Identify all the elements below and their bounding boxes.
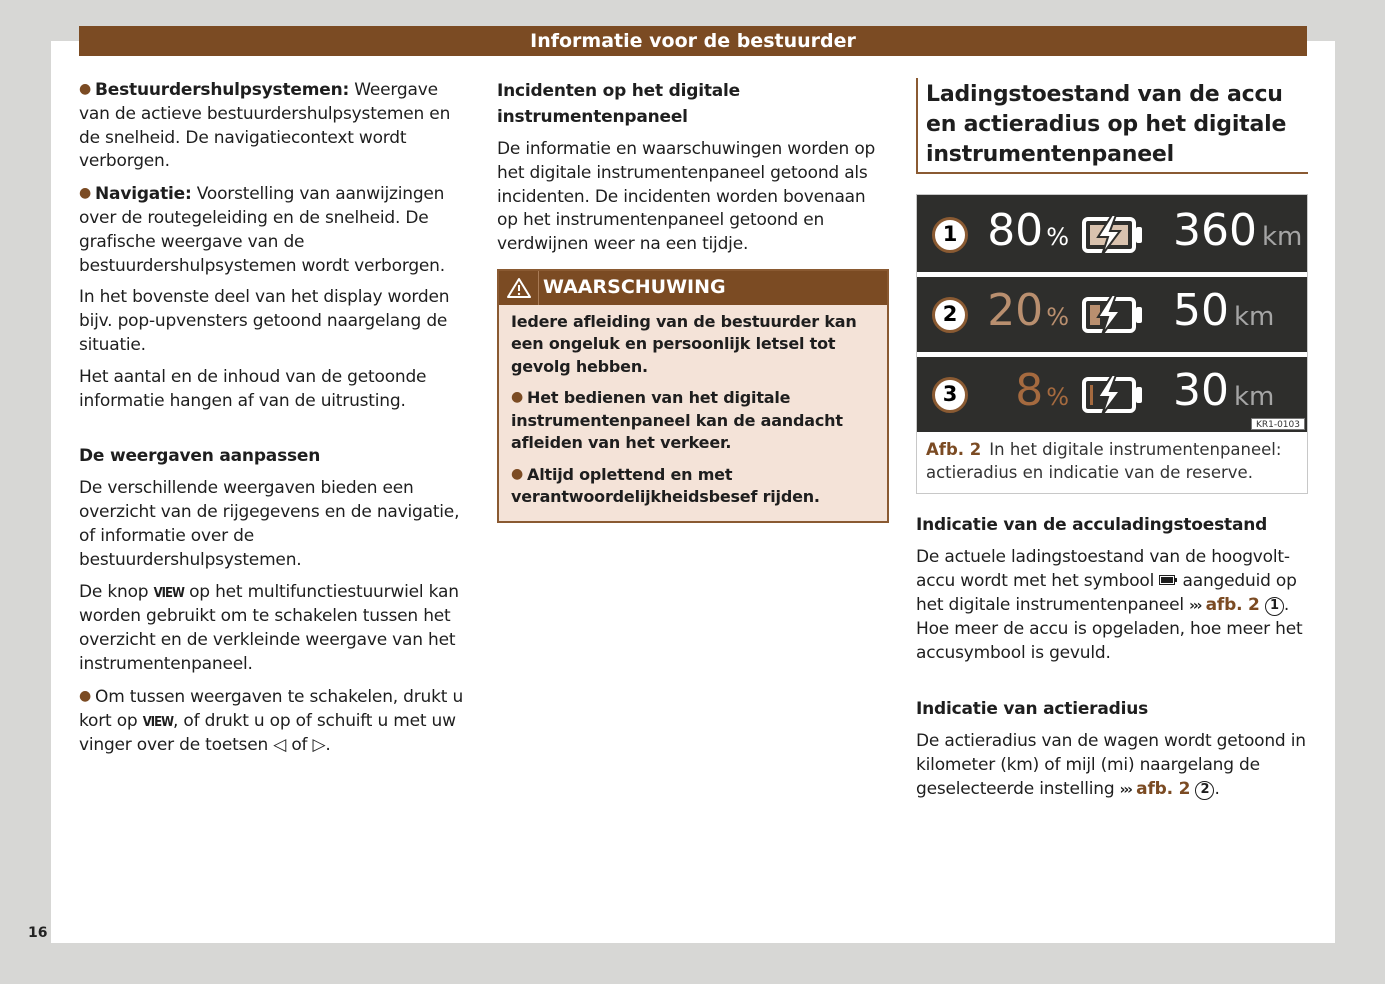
- text: De knop: [79, 581, 154, 602]
- paragraph-range: [916, 730, 1308, 802]
- bullet-navigation: [79, 182, 469, 278]
- view-key-icon: VIEW: [142, 714, 173, 730]
- warning-body: [499, 305, 887, 521]
- dashboard-row-2: [917, 277, 1307, 352]
- heading-customize-views: De weergaven aanpassen: [79, 446, 321, 467]
- section-title: Ladingstoestand van de accu en actieradius op het digitale instrumentenpaneel: [916, 78, 1308, 174]
- right-arrow-key-icon: ▷: [312, 735, 326, 756]
- marker-1: 1: [932, 217, 968, 253]
- text: .: [1214, 778, 1220, 799]
- figure-caption: [917, 432, 1307, 493]
- chevrons-icon: ›››: [1189, 597, 1201, 614]
- text: Om tussen weergaven te schakelen, drukt u kort op: [79, 686, 464, 731]
- range-unit: km: [1261, 222, 1303, 253]
- percent-value: 8: [1015, 365, 1044, 417]
- text: of: [286, 735, 313, 756]
- marker-ref-2: 2: [1195, 781, 1214, 800]
- range-number: 360: [1173, 205, 1257, 257]
- figure-label: Afb. 2: [926, 440, 982, 459]
- column-left: [79, 78, 469, 766]
- range-value: [1173, 205, 1303, 257]
- text: De actieradius van de wagen wordt getoond in kilometer (km) of mijl (mi) naargelang de geselecteerde instelling: [916, 730, 1306, 799]
- marker-2: 2: [932, 297, 968, 333]
- paragraph: De informatie en waarschuwingen worden op het digitale instrumentenpaneel getoond als incidenten. De incidenten worden bovenaan op het instrumentenpaneel getoond en verdwijnen weer na een tijdje.: [497, 139, 876, 255]
- page-number: 16: [28, 925, 48, 941]
- warning-bullet: [511, 386, 875, 455]
- paragraph: In het bovenste deel van het display worden bijv. pop-upvensters getoond naargelang de situatie.: [79, 287, 450, 355]
- paragraph: Het aantal en de inhoud van de getoonde informatie hangen af van de uitrusting.: [79, 366, 427, 411]
- charge-percent: [1015, 365, 1069, 417]
- text: aangeduid op het digitale instrumentenpaneel: [916, 570, 1297, 615]
- range-number: 50: [1173, 285, 1229, 337]
- dashboard-row-1: [917, 197, 1307, 272]
- term-label: Bestuurdershulpsystemen:: [95, 80, 350, 100]
- range-unit: km: [1234, 382, 1275, 413]
- charge-percent: [987, 285, 1069, 337]
- bullet-icon: ●: [79, 185, 92, 202]
- dashboard-row-3: [917, 357, 1307, 432]
- figure-reference-link[interactable]: afb. 2: [1205, 594, 1260, 615]
- heading-charge-indication: Indicatie van de acculadingstoestand: [916, 515, 1268, 535]
- bullet-icon: ●: [511, 465, 524, 482]
- dashboard-illustration: [917, 195, 1307, 432]
- figure-reference-link[interactable]: afb. 2: [1136, 778, 1191, 799]
- warning-triangle-icon: [499, 271, 539, 305]
- marker-3: 3: [932, 377, 968, 413]
- battery-charging-icon: [1082, 215, 1144, 255]
- term-label: Navigatie:: [95, 184, 192, 205]
- text: De actuele ladingstoestand van de hoogvolt-accu wordt met het symbool: [916, 547, 1290, 591]
- warning-title: WAARSCHUWING: [543, 276, 726, 299]
- figure-afb-2: [916, 194, 1308, 494]
- percent-unit: %: [1046, 223, 1069, 252]
- paragraph-view-button: [79, 581, 469, 677]
- warning-header: [499, 271, 887, 305]
- text: op het multifunctiestuurwiel kan worden gebruikt om te schakelen tussen het overzicht en de verkleinde weergave van het instrumentenpaneel.: [79, 581, 459, 674]
- text: , of drukt u op of schuift u met uw vinger over de toetsen: [79, 710, 456, 756]
- column-right: [916, 78, 1308, 810]
- text: Het bedienen van het digitale instrumentenpaneel kan de aandacht afleiden van het verkeer.: [511, 388, 843, 453]
- term-text: Voorstelling van aanwijzingen over de routegeleiding en de snelheid. De grafische weergave van de bestuurdershulpsystemen wordt verborgen.: [79, 184, 445, 276]
- range-number: 30: [1173, 365, 1229, 417]
- warning-box: [497, 269, 889, 523]
- percent-value: 80: [987, 205, 1044, 257]
- view-key-icon: VIEW: [153, 585, 184, 601]
- paragraph: De verschillende weergaven bieden een overzicht van de rijgegevens en de navigatie, of informatie over de bestuurdershulpsystemen.: [79, 478, 460, 570]
- bullet-switch-views: [79, 685, 469, 758]
- percent-value: 20: [987, 285, 1044, 337]
- battery-charging-icon: [1082, 375, 1144, 415]
- charge-percent: [987, 205, 1069, 257]
- warning-bullet: [511, 463, 875, 509]
- chevrons-icon: ›››: [1119, 781, 1131, 798]
- bullet-driver-assist: [79, 78, 469, 174]
- page-banner: Informatie voor de bestuurder: [79, 26, 1307, 56]
- range-value: [1173, 285, 1275, 337]
- column-middle: [497, 78, 889, 523]
- heading-range-indication: Indicatie van actieradius: [916, 698, 1149, 719]
- bullet-icon: ●: [79, 81, 92, 97]
- figure-code: KR1-0103: [1251, 418, 1305, 430]
- term-text: Weergave van de actieve bestuurdershulpsystemen en de snelheid. De navigatiecontext wordt verborgen.: [79, 80, 451, 172]
- text: Altijd oplettend en met verantwoordelijkheidsbesef rijden.: [511, 464, 820, 507]
- heading-incidents: Incidenten op het digitale instrumentenpaneel: [497, 81, 741, 127]
- bullet-icon: ●: [511, 389, 524, 406]
- text: .: [325, 735, 331, 756]
- range-value: [1173, 365, 1275, 417]
- battery-symbol-icon: [1159, 575, 1177, 585]
- range-unit: km: [1234, 302, 1275, 333]
- paragraph-charge: [916, 546, 1308, 666]
- caption-text: In het digitale instrumentenpaneel: actieradius en indicatie van de reserve.: [926, 440, 1282, 482]
- percent-unit: %: [1046, 383, 1069, 412]
- battery-charging-icon: [1082, 295, 1144, 335]
- marker-ref-1: 1: [1265, 597, 1284, 616]
- bullet-icon: ●: [79, 687, 92, 704]
- warning-text: Iedere afleiding van de bestuurder kan een ongeluk en persoonlijk letsel tot gevolg hebben.: [511, 311, 857, 376]
- percent-unit: %: [1046, 303, 1069, 332]
- left-arrow-key-icon: ◁: [273, 735, 287, 756]
- text: . Hoe meer de accu is opgeladen, hoe meer het accusymbool is gevuld.: [916, 594, 1303, 664]
